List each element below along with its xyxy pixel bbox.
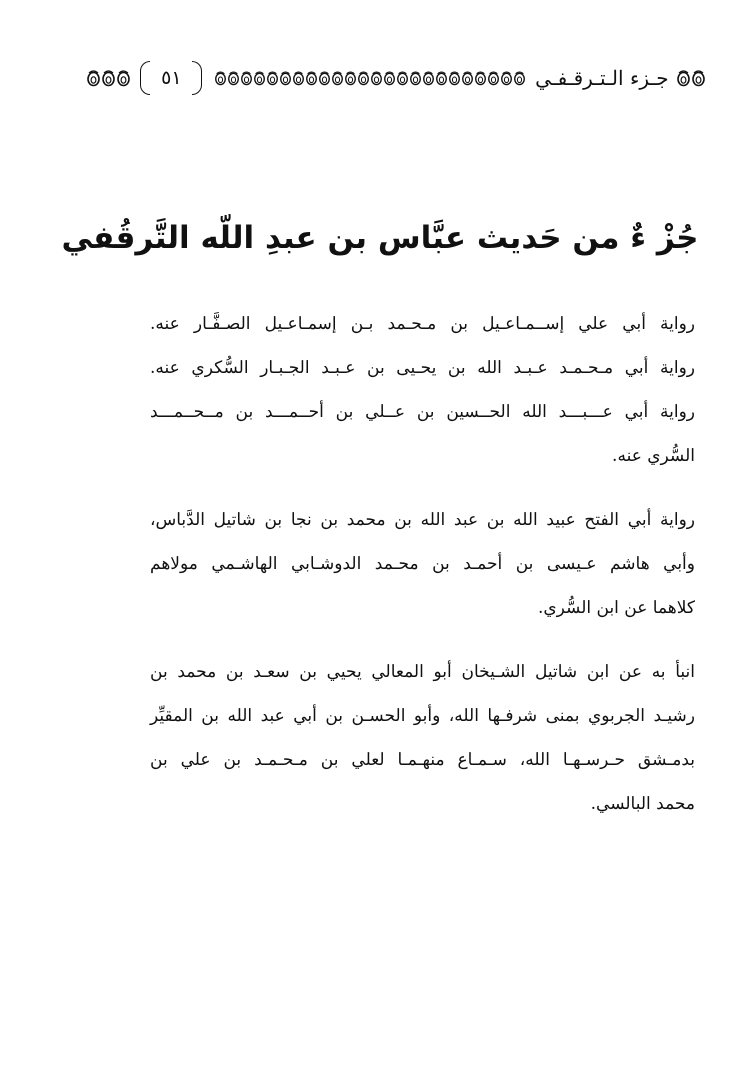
double-loop-ornament-icon	[344, 69, 357, 88]
double-loop-ornament-icon	[487, 69, 500, 88]
double-loop-ornament-icon	[691, 69, 706, 88]
bracket-right	[192, 61, 202, 95]
text-line: رواية أبي الفتح عبيد الله بن عبد الله بن محمد بن نجا بن شاتيل الدَّباس،	[150, 510, 695, 530]
double-loop-ornament-icon	[240, 69, 253, 88]
double-loop-ornament-icon	[474, 69, 487, 88]
double-loop-ornament-icon	[370, 69, 383, 88]
text-line: رشيـد الجربوي بمنى شرفـها الله، وأبو الحسـن بن أبي عبد الله بن المقيِّر	[150, 706, 695, 726]
ornament-right-end	[676, 69, 706, 88]
text-line: انبأ به عن ابن شاتيل الشـيخان أبو المعالي يحيي بن سعـد بن محمد بن	[150, 662, 695, 682]
double-loop-ornament-icon	[448, 69, 461, 88]
double-loop-ornament-icon	[279, 69, 292, 88]
text-line: رواية أبي علي إســمـاعـيل بن مـحـمد بـن إسمـاعـيل الصـفَّـار عنه.	[150, 314, 695, 334]
double-loop-ornament-icon	[357, 69, 370, 88]
text-line: رواية أبي مـحـمـد عـبـد الله بن يحـيى بن عـبـد الجـبـار السُّكري عنه.	[150, 358, 695, 378]
paragraph-narrations	[150, 302, 695, 478]
double-loop-ornament-icon	[86, 69, 101, 88]
running-title: جـزء الـتـرقـفـي	[535, 66, 669, 90]
double-loop-ornament-icon	[396, 69, 409, 88]
running-header	[86, 56, 706, 100]
double-loop-ornament-icon	[292, 69, 305, 88]
page-number: ٥١	[161, 67, 182, 89]
double-loop-ornament-icon	[305, 69, 318, 88]
paragraph-second-narration	[150, 498, 695, 630]
double-loop-ornament-icon	[513, 69, 526, 88]
text-line: كلاهما عن ابن السُّري.	[537, 598, 695, 618]
ornament-left-end	[86, 69, 131, 88]
page-number-frame	[140, 61, 202, 95]
double-loop-ornament-icon	[435, 69, 448, 88]
double-loop-ornament-icon	[253, 69, 266, 88]
double-loop-ornament-icon	[500, 69, 513, 88]
double-loop-ornament-icon	[266, 69, 279, 88]
double-loop-ornament-icon	[214, 69, 227, 88]
paragraph-chain-of-transmission	[150, 650, 695, 826]
page-title: جُزْ ءٌ من حَديث عبَّاس بن عبدِ اللّه التَّرقُفي	[61, 220, 699, 256]
double-loop-ornament-icon	[331, 69, 344, 88]
text-line: وأبي هاشم عـيسى بن أحمـد بن محـمد الدوشـابي الهاشـمي مولاهم	[150, 554, 695, 574]
double-loop-ornament-icon	[383, 69, 396, 88]
bracket-left	[140, 61, 150, 95]
text-line: بدمـشق حـرسـهـا الله، سـمـاع منهـمـا لعلي بن مـحـمـد بن علي بن	[150, 750, 695, 770]
double-loop-ornament-icon	[116, 69, 131, 88]
ornament-strip	[214, 69, 526, 88]
double-loop-ornament-icon	[461, 69, 474, 88]
double-loop-ornament-icon	[409, 69, 422, 88]
double-loop-ornament-icon	[318, 69, 331, 88]
text-line: محمد البالسي.	[590, 794, 695, 814]
double-loop-ornament-icon	[422, 69, 435, 88]
text-line: رواية أبي عـــبـــد الله الحــسين بن عــلي بن أحــمـــد بن مــحــمـــد	[150, 402, 695, 422]
double-loop-ornament-icon	[227, 69, 240, 88]
body-text	[150, 302, 695, 826]
double-loop-ornament-icon	[676, 69, 691, 88]
text-line: السُّري عنه.	[612, 446, 695, 466]
double-loop-ornament-icon	[101, 69, 116, 88]
